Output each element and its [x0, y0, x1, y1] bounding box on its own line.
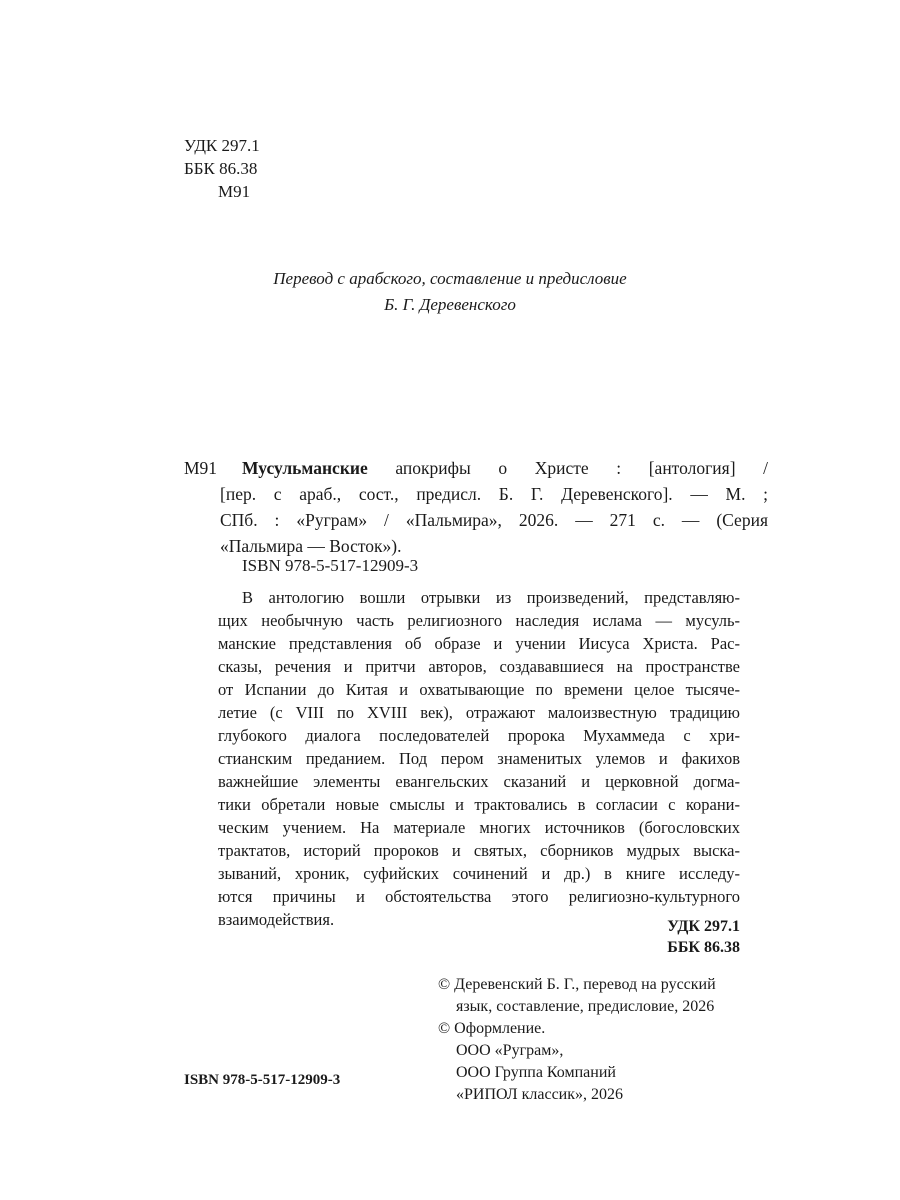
- bbk-code: ББК 86.38: [184, 159, 258, 178]
- abstract-line: манские представления об образе и учении Иисуса Христа. Рас-: [218, 634, 740, 653]
- entry-title-bold: Мусульманские: [242, 458, 368, 478]
- copyright-line: «РИПОЛ классик», 2026: [456, 1086, 624, 1103]
- abstract-line: взаимодействия.: [218, 910, 335, 929]
- abstract-line: важнейшие элементы евангельских сказаний и церковной догма-: [218, 772, 740, 791]
- abstract-line: В антологию вошли отрывки из произведений, представляю-: [242, 588, 740, 607]
- footer-codes: [560, 916, 740, 958]
- abstract-line: сказы, речения и притчи авторов, создававшиеся на пространстве: [218, 657, 740, 676]
- abstract-line: трактатов, историй пророков и святых, сборников мудрых выска-: [218, 841, 740, 860]
- copyright-block: [438, 974, 716, 1106]
- entry-line-2: [пер. с араб., сост., предисл. Б. Г. Деревенского]. — М. ;: [220, 484, 768, 504]
- classification-block: [184, 134, 260, 203]
- entry-line-1: [242, 455, 768, 481]
- abstract: [218, 586, 740, 931]
- entry-isbn: ISBN 978-5-517-12909-3: [242, 556, 419, 575]
- entry-code: М91: [184, 458, 218, 478]
- abstract-line: глубокого диалога последователей пророка Мухаммеда с хри-: [218, 726, 740, 745]
- footer-bbk: ББК 86.38: [667, 939, 740, 956]
- abstract-line: тики обретали новые смыслы и трактовались в согласии с корани-: [218, 795, 740, 814]
- copyright-line: © Оформление.: [438, 1020, 546, 1037]
- abstract-line: ются причины и обстоятельства этого религиозно-культурного: [218, 887, 740, 906]
- author-mark: М91: [218, 182, 251, 201]
- footer-udk: УДК 297.1: [667, 918, 740, 935]
- copyright-line: язык, составление, предисловие, 2026: [456, 998, 715, 1015]
- abstract-line: щих необычную часть религиозного наследия ислама — мусуль-: [218, 611, 740, 630]
- abstract-line: зываний, хроник, суфийских сочинений и др.) в книге исследу-: [218, 864, 740, 883]
- entry-title-rest: апокрифы о Христе : [антология] /: [367, 458, 768, 478]
- copyright-line: ООО Группа Компаний: [456, 1064, 616, 1081]
- entry-line-3: СПб. : «Руграм» / «Пальмира», 2026. — 271 с. — (Серия: [220, 510, 768, 530]
- abstract-line: от Испании до Китая и охватывающие по времени целое тысяче-: [218, 680, 740, 699]
- entry-line-4: «Пальмира — Восток»).: [220, 536, 402, 556]
- copyright-line: © Деревенский Б. Г., перевод на русский: [438, 976, 716, 993]
- credit-line-1: Перевод с арабского, составление и предисловие: [273, 269, 627, 288]
- translator-credit: [0, 266, 900, 318]
- udk-code: УДК 297.1: [184, 136, 260, 155]
- abstract-line: ческим учением. На материале многих источников (богословских: [218, 818, 740, 837]
- abstract-line: стианским преданием. Под пером знаменитых улемов и факихов: [218, 749, 740, 768]
- abstract-line: летие (с VIII по XVIII век), отражают малоизвестную традицию: [218, 703, 740, 722]
- footer-isbn: ISBN 978-5-517-12909-3: [184, 1072, 341, 1088]
- credit-line-2: Б. Г. Деревенского: [384, 295, 516, 314]
- copyright-line: ООО «Руграм»,: [456, 1042, 564, 1059]
